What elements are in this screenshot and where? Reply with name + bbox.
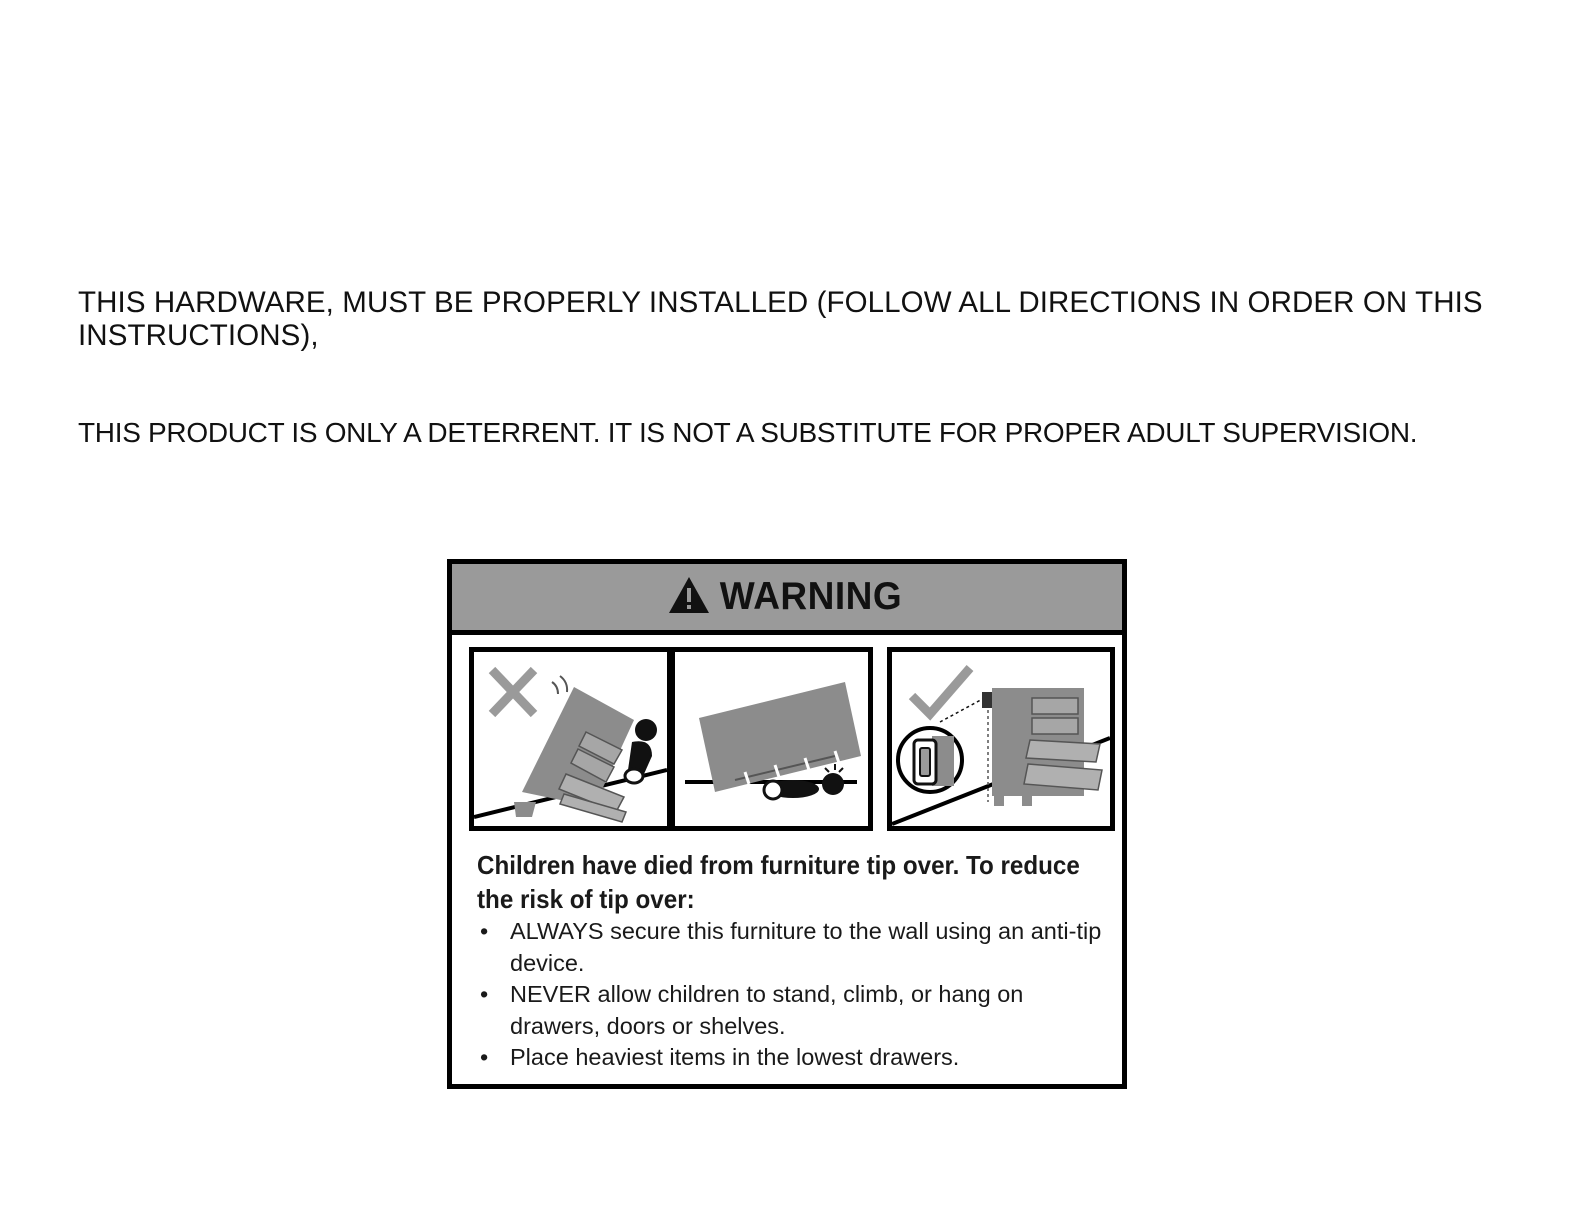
bullet-dot: • — [480, 981, 489, 1007]
panel-dresser-tipping — [469, 647, 672, 831]
warning-header — [452, 564, 1122, 635]
panel-dresser-anchored — [887, 647, 1115, 831]
list-item — [477, 979, 1117, 1042]
warning-word: WARNING — [719, 575, 903, 618]
warning-title — [452, 564, 1122, 630]
bullet-text: Place heaviest items in the lowest drawers. — [510, 1044, 960, 1070]
list-item — [477, 916, 1117, 979]
deterrent-notice: THIS PRODUCT IS ONLY A DETERRENT. IT IS NOT A SUBSTITUTE FOR PROPER ADULT SUPERVISION. — [78, 417, 1418, 448]
warning-label — [447, 559, 1127, 1089]
bullet-text: ALWAYS secure this furniture to the wall using an anti-tip device. — [510, 918, 1102, 976]
anchored-dresser — [982, 688, 1102, 806]
hardware-installation-notice: THIS HARDWARE, MUST BE PROPERLY INSTALLED (FOLLOW ALL DIRECTIONS IN ORDER ON THIS INSTRUCTIONS), — [78, 286, 1483, 352]
bullet-dot: • — [480, 1044, 489, 1070]
check-mark-icon — [912, 668, 970, 714]
warning-bullet-list — [477, 916, 1117, 1074]
list-item — [477, 1042, 1117, 1074]
warning-lead-text: Children have died from furniture tip over. To reduce the risk of tip over: — [477, 850, 1080, 914]
anchor-detail-magnifier — [898, 728, 962, 792]
x-mark-icon — [492, 670, 534, 714]
bullet-text: NEVER allow children to stand, climb, or hang on drawers, doors or shelves. — [510, 981, 1024, 1039]
warning-triangle-icon — [667, 575, 711, 620]
panel-child-trapped — [670, 647, 873, 831]
bullet-dot: • — [480, 918, 489, 944]
